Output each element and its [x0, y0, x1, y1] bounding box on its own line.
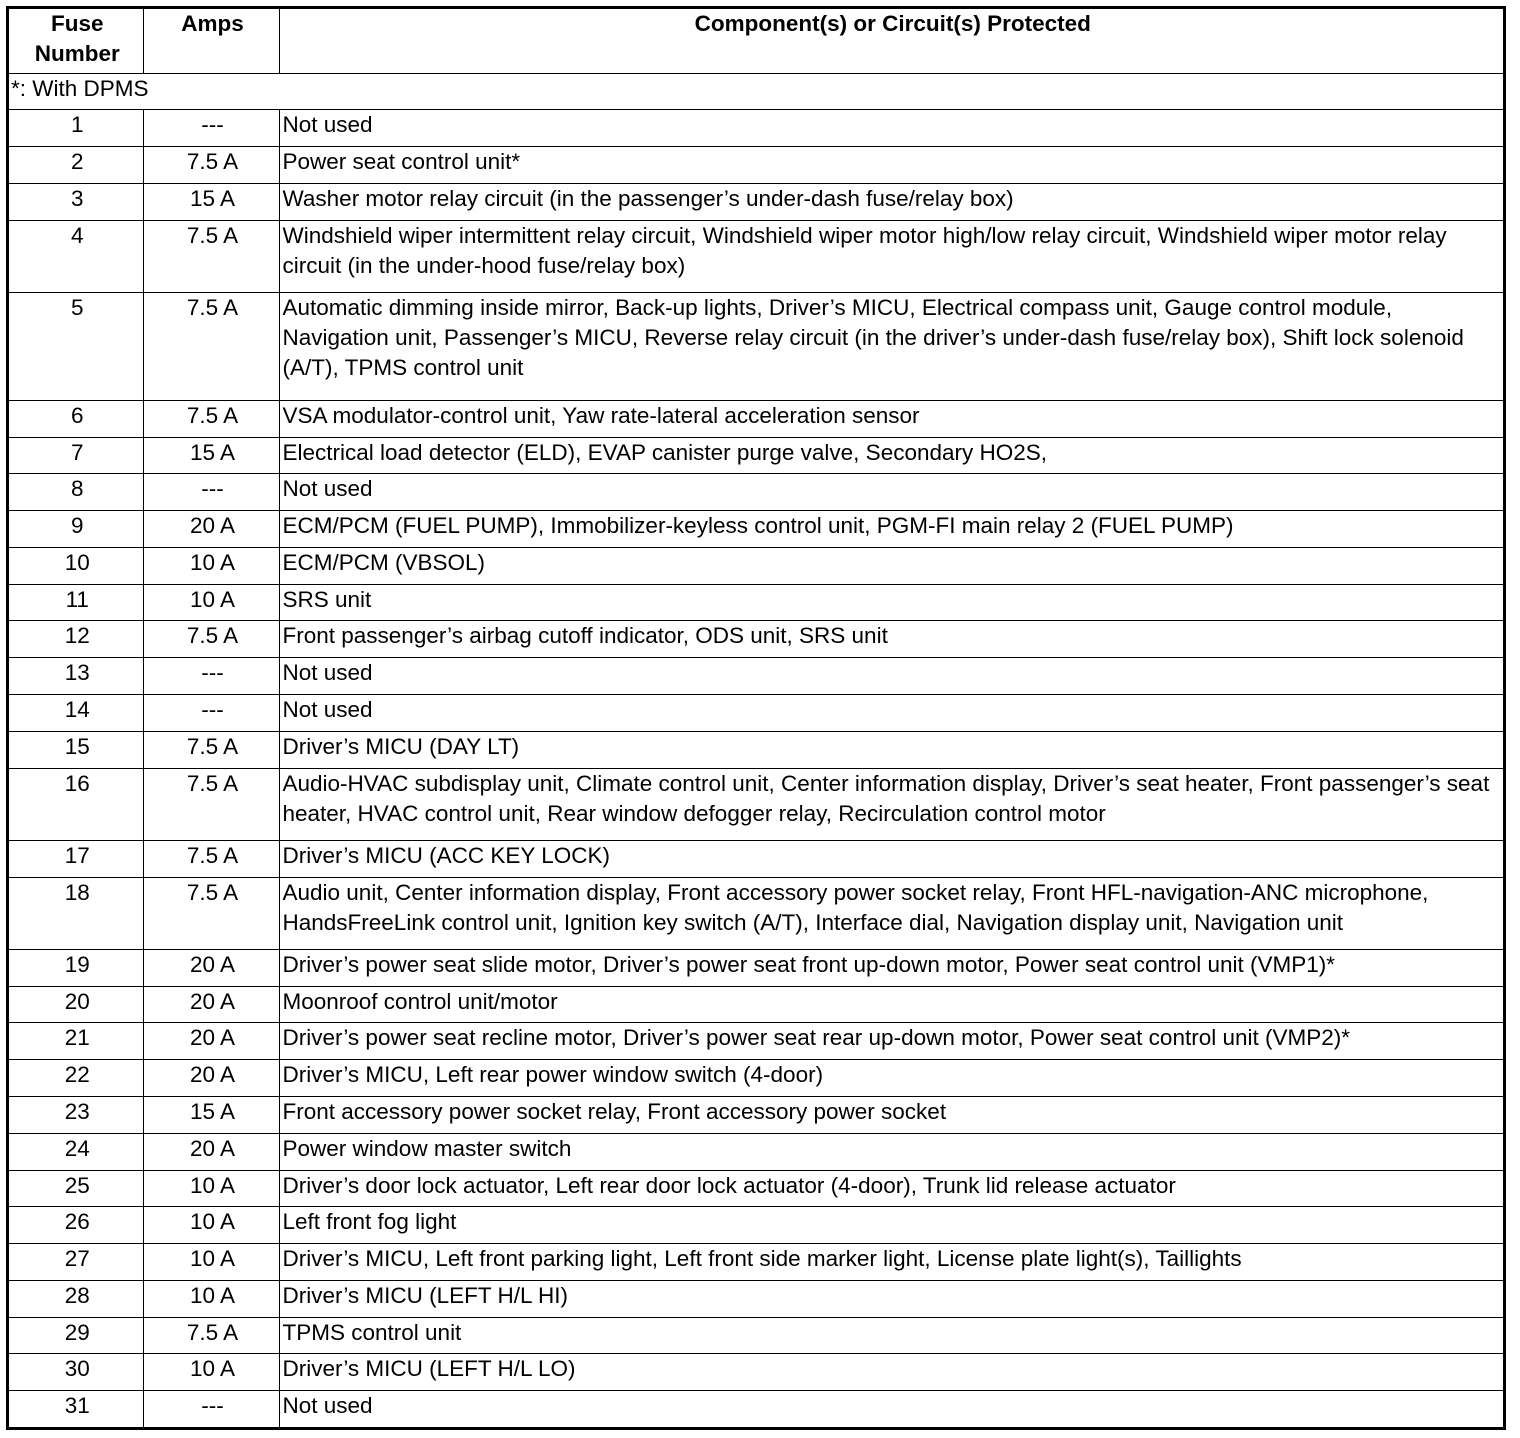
table-row: [9, 731, 1503, 768]
components-cell: Left front fog light: [279, 1207, 1503, 1244]
header-row: [9, 9, 1503, 73]
fuse-number-cell: 31: [9, 1391, 143, 1427]
amps-cell: 10 A: [143, 584, 279, 621]
amps-cell: 7.5 A: [143, 1317, 279, 1354]
table-row: [9, 292, 1503, 400]
components-cell: Automatic dimming inside mirror, Back-up lights, Driver’s MICU, Electrical compass unit, Gauge control module, Navigation unit, Passenger’s MICU, Reverse relay circuit (in the driver’s under-dash fuse/relay box), Shift lock solenoid (A/T), TPMS control unit: [279, 292, 1503, 400]
components-cell: Driver’s door lock actuator, Left rear door lock actuator (4-door), Trunk lid release actuator: [279, 1170, 1503, 1207]
amps-cell: ---: [143, 694, 279, 731]
components-cell: ECM/PCM (FUEL PUMP), Immobilizer-keyless control unit, PGM-FI main relay 2 (FUEL PUMP): [279, 511, 1503, 548]
header-amps: Amps: [143, 9, 279, 73]
fuse-number-cell: 14: [9, 694, 143, 731]
fuse-number-cell: 13: [9, 658, 143, 695]
fuse-number-cell: 25: [9, 1170, 143, 1207]
fuse-number-cell: 21: [9, 1023, 143, 1060]
amps-cell: 7.5 A: [143, 731, 279, 768]
components-cell: Front accessory power socket relay, Front accessory power socket: [279, 1097, 1503, 1134]
dpms-note: *: With DPMS: [9, 73, 1503, 110]
fuse-number-cell: 11: [9, 584, 143, 621]
fuse-number-cell: 1: [9, 110, 143, 147]
fuse-number-cell: 5: [9, 292, 143, 400]
components-cell: Driver’s MICU (ACC KEY LOCK): [279, 840, 1503, 877]
amps-cell: 20 A: [143, 986, 279, 1023]
amps-cell: 20 A: [143, 511, 279, 548]
amps-cell: 15 A: [143, 183, 279, 220]
fuse-number-cell: 17: [9, 840, 143, 877]
amps-cell: 7.5 A: [143, 292, 279, 400]
fuse-number-cell: 8: [9, 474, 143, 511]
fuse-number-cell: 19: [9, 949, 143, 986]
components-cell: Power seat control unit*: [279, 147, 1503, 184]
components-cell: Not used: [279, 694, 1503, 731]
amps-cell: 20 A: [143, 1133, 279, 1170]
components-cell: Audio unit, Center information display, Front accessory power socket relay, Front HFL-navigation-ANC microphone, HandsFreeLink control unit, Ignition key switch (A/T), Interface dial, Navigation display unit, Navigation unit: [279, 877, 1503, 949]
table-row: [9, 1280, 1503, 1317]
components-cell: Front passenger’s airbag cutoff indicator, ODS unit, SRS unit: [279, 621, 1503, 658]
table-row: [9, 1060, 1503, 1097]
components-cell: Not used: [279, 1391, 1503, 1427]
fuse-number-cell: 15: [9, 731, 143, 768]
fuse-number-cell: 26: [9, 1207, 143, 1244]
table-row: [9, 220, 1503, 292]
table-row: [9, 986, 1503, 1023]
table-row: [9, 621, 1503, 658]
components-cell: Driver’s power seat slide motor, Driver’s power seat front up-down motor, Power seat control unit (VMP1)*: [279, 949, 1503, 986]
components-cell: TPMS control unit: [279, 1317, 1503, 1354]
amps-cell: 10 A: [143, 547, 279, 584]
amps-cell: ---: [143, 474, 279, 511]
fuse-number-cell: 28: [9, 1280, 143, 1317]
amps-cell: 20 A: [143, 1060, 279, 1097]
amps-cell: 7.5 A: [143, 147, 279, 184]
amps-cell: ---: [143, 1391, 279, 1427]
amps-cell: 20 A: [143, 949, 279, 986]
table-row: [9, 1354, 1503, 1391]
amps-cell: ---: [143, 110, 279, 147]
amps-cell: ---: [143, 658, 279, 695]
components-cell: Driver’s MICU (LEFT H/L HI): [279, 1280, 1503, 1317]
amps-cell: 15 A: [143, 437, 279, 474]
table-row: [9, 877, 1503, 949]
components-cell: Driver’s MICU (DAY LT): [279, 731, 1503, 768]
table-row: [9, 1391, 1503, 1427]
header-components: Component(s) or Circuit(s) Protected: [279, 9, 1503, 73]
table-row: [9, 1207, 1503, 1244]
components-cell: SRS unit: [279, 584, 1503, 621]
components-cell: Driver’s MICU (LEFT H/L LO): [279, 1354, 1503, 1391]
fuse-number-cell: 3: [9, 183, 143, 220]
fuse-number-cell: 18: [9, 877, 143, 949]
table-row: [9, 1097, 1503, 1134]
amps-cell: 10 A: [143, 1170, 279, 1207]
amps-cell: 10 A: [143, 1354, 279, 1391]
fuse-number-cell: 10: [9, 547, 143, 584]
fuse-number-cell: 22: [9, 1060, 143, 1097]
components-cell: ECM/PCM (VBSOL): [279, 547, 1503, 584]
components-cell: Washer motor relay circuit (in the passenger’s under-dash fuse/relay box): [279, 183, 1503, 220]
components-cell: Power window master switch: [279, 1133, 1503, 1170]
table-row: [9, 658, 1503, 695]
table-row: [9, 437, 1503, 474]
fuse-number-cell: 29: [9, 1317, 143, 1354]
fuse-table: [9, 9, 1503, 1427]
components-cell: Not used: [279, 474, 1503, 511]
amps-cell: 7.5 A: [143, 220, 279, 292]
amps-cell: 10 A: [143, 1280, 279, 1317]
components-cell: Not used: [279, 658, 1503, 695]
table-row: [9, 1133, 1503, 1170]
components-cell: Driver’s MICU, Left rear power window switch (4-door): [279, 1060, 1503, 1097]
fuse-table-sheet: [6, 6, 1506, 1430]
components-cell: Not used: [279, 110, 1503, 147]
components-cell: Moonroof control unit/motor: [279, 986, 1503, 1023]
amps-cell: 10 A: [143, 1207, 279, 1244]
fuse-number-cell: 16: [9, 768, 143, 840]
table-row: [9, 584, 1503, 621]
amps-cell: 7.5 A: [143, 621, 279, 658]
amps-cell: 7.5 A: [143, 400, 279, 437]
fuse-number-cell: 6: [9, 400, 143, 437]
fuse-number-cell: 23: [9, 1097, 143, 1134]
fuse-number-cell: 4: [9, 220, 143, 292]
components-cell: Electrical load detector (ELD), EVAP canister purge valve, Secondary HO2S,: [279, 437, 1503, 474]
table-row: [9, 511, 1503, 548]
amps-cell: 20 A: [143, 1023, 279, 1060]
table-row: [9, 1244, 1503, 1281]
header-fuse-number: Fuse Number: [9, 9, 143, 73]
components-cell: Driver’s MICU, Left front parking light, Left front side marker light, License plate light(s), Taillights: [279, 1244, 1503, 1281]
amps-cell: 15 A: [143, 1097, 279, 1134]
components-cell: Windshield wiper intermittent relay circuit, Windshield wiper motor high/low relay circuit, Windshield wiper motor relay circuit (in the under-hood fuse/relay box): [279, 220, 1503, 292]
fuse-number-cell: 30: [9, 1354, 143, 1391]
table-row: [9, 400, 1503, 437]
amps-cell: 7.5 A: [143, 840, 279, 877]
table-row: [9, 694, 1503, 731]
fuse-number-cell: 7: [9, 437, 143, 474]
table-row: [9, 840, 1503, 877]
table-row: [9, 1023, 1503, 1060]
fuse-number-cell: 24: [9, 1133, 143, 1170]
table-row: [9, 183, 1503, 220]
table-row: [9, 1170, 1503, 1207]
components-cell: Driver’s power seat recline motor, Driver’s power seat rear up-down motor, Power seat control unit (VMP2)*: [279, 1023, 1503, 1060]
table-row: [9, 147, 1503, 184]
note-row: [9, 73, 1503, 110]
components-cell: VSA modulator-control unit, Yaw rate-lateral acceleration sensor: [279, 400, 1503, 437]
components-cell: Audio-HVAC subdisplay unit, Climate control unit, Center information display, Driver’s seat heater, Front passenger’s seat heater, HVAC control unit, Rear window defogger relay, Recirculation control motor: [279, 768, 1503, 840]
table-row: [9, 768, 1503, 840]
table-row: [9, 949, 1503, 986]
fuse-number-cell: 2: [9, 147, 143, 184]
amps-cell: 7.5 A: [143, 877, 279, 949]
amps-cell: 7.5 A: [143, 768, 279, 840]
table-row: [9, 547, 1503, 584]
table-body: [9, 73, 1503, 1427]
table-row: [9, 1317, 1503, 1354]
table-row: [9, 110, 1503, 147]
amps-cell: 10 A: [143, 1244, 279, 1281]
fuse-number-cell: 20: [9, 986, 143, 1023]
fuse-number-cell: 27: [9, 1244, 143, 1281]
table-row: [9, 474, 1503, 511]
fuse-number-cell: 12: [9, 621, 143, 658]
fuse-number-cell: 9: [9, 511, 143, 548]
